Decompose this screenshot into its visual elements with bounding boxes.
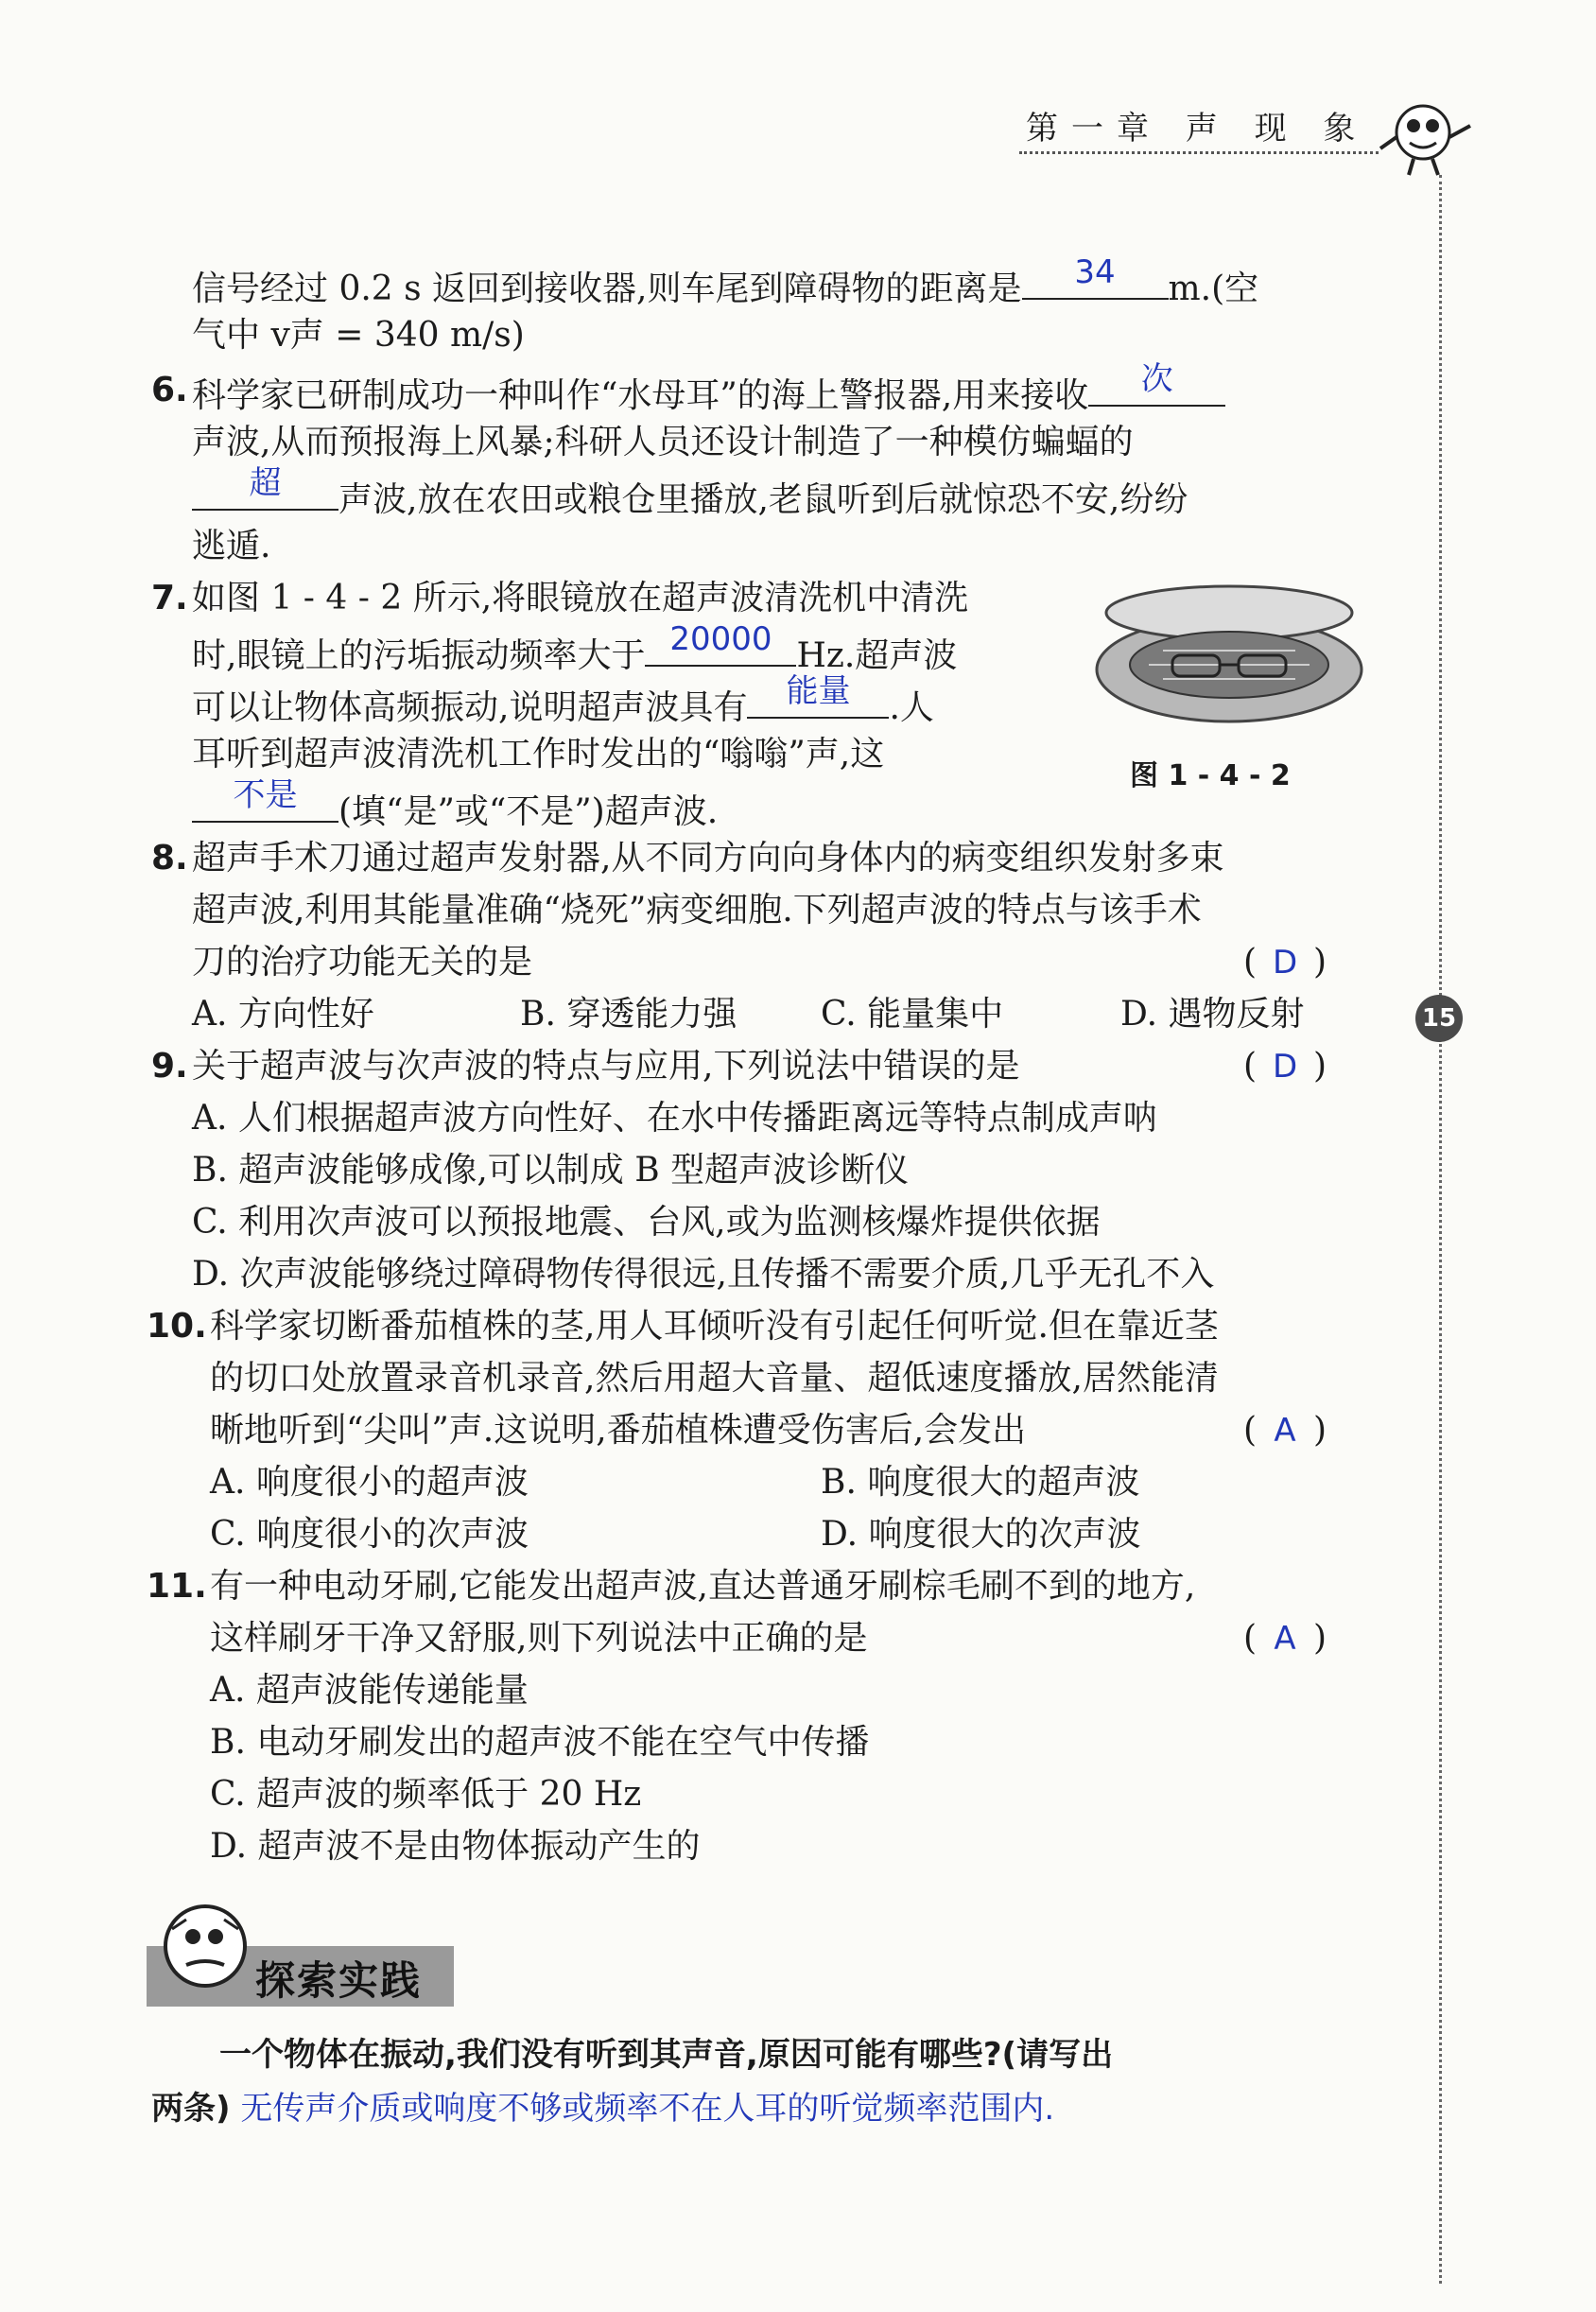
q6-line3: 超 声波,放在农田或粮仓里播放,老鼠听到后就惊恐不安,纷纷 xyxy=(192,471,1188,524)
q11-option-d: D. 超声波不是由物体振动产生的 xyxy=(210,1827,701,1866)
q8-line1: 超声手术刀通过超声发射器,从不同方向向身体内的病变组织发射多束 xyxy=(192,839,1224,878)
q11-line2: 这样刷牙干净又舒服,则下列说法中正确的是 xyxy=(210,1619,868,1658)
explore-question-line2: 两条) 无传声介质或响度不够或频率不在人耳的听觉频率范围内. xyxy=(151,2090,1055,2128)
section-title: 探索实践 xyxy=(255,1957,423,2004)
q9-number: 9. xyxy=(151,1047,188,1086)
q6-line4: 逃遁. xyxy=(192,527,271,565)
q7-number: 7. xyxy=(151,579,188,617)
q8-option-d: D. 遇物反射 xyxy=(1120,995,1305,1034)
q7-line4: 耳听到超声波清洗机工作时发出的“嗡嗡”声,这 xyxy=(192,735,885,774)
chapter-header: 第一章 声 现 象 xyxy=(1026,110,1369,148)
q11-option-a: A. 超声波能传递能量 xyxy=(210,1671,529,1710)
q8-line3: 刀的治疗功能无关的是 xyxy=(192,943,533,982)
q5-line1: 信号经过 0.2 s 返回到接收器,则车尾到障碍物的距离是 34 m.(空 xyxy=(192,253,1259,308)
q8-option-a: A. 方向性好 xyxy=(192,995,374,1034)
q10-answer-paren: ( A ) xyxy=(1243,1411,1327,1450)
q11-line1: 有一种电动牙刷,它能发出超声波,直达普通牙刷棕毛刷不到的地方, xyxy=(210,1567,1196,1606)
q9-option-a: A. 人们根据超声波方向性好、在水中传播距离远等特点制成声呐 xyxy=(192,1099,1157,1138)
q9-option-b: B. 超声波能够成像,可以制成 B 型超声波诊断仪 xyxy=(192,1151,910,1190)
q8-option-c: C. 能量集中 xyxy=(821,995,1004,1034)
q11-option-b: B. 电动牙刷发出的超声波不能在空气中传播 xyxy=(210,1723,870,1762)
q9-option-d: D. 次声波能够绕过障碍物传得很远,且传播不需要介质,几乎无孔不入 xyxy=(192,1255,1215,1294)
q7-blank3: 不是 xyxy=(192,783,338,823)
q9-answer-paren: ( D ) xyxy=(1243,1047,1327,1086)
q7-line5: 不是 (填“是”或“不是”)超声波. xyxy=(192,783,718,836)
q6-number: 6. xyxy=(151,371,188,409)
q6-line1: 科学家已研制成功一种叫作“水母耳”的海上警报器,用来接收 次 xyxy=(192,367,1225,420)
q10-number: 10. xyxy=(147,1307,207,1346)
q6-line2: 声波,从而预报海上风暴;科研人员还设计制造了一种模仿蝙蝠的 xyxy=(192,423,1134,461)
q7-blank2: 能量 xyxy=(747,679,889,719)
q8-line2: 超声波,利用其能量准确“烧死”病变细胞.下列超声波的特点与该手术 xyxy=(192,891,1202,930)
q9-stem: 关于超声波与次声波的特点与应用,下列说法中错误的是 xyxy=(192,1047,1020,1086)
q8-number: 8. xyxy=(151,839,188,878)
q5-blank: 34 xyxy=(1022,260,1169,300)
margin-dotted-line xyxy=(1439,175,1442,2284)
q6-blank1: 次 xyxy=(1088,367,1225,407)
q5-line2: 气中 v声 = 340 m/s) xyxy=(192,316,525,355)
q11-option-c: C. 超声波的频率低于 20 Hz xyxy=(210,1775,642,1814)
q9-option-c: C. 利用次声波可以预报地震、台风,或为监测核爆炸提供依据 xyxy=(192,1203,1101,1242)
q11-number: 11. xyxy=(147,1567,207,1606)
mascot-icon xyxy=(1376,90,1480,180)
q7-line3: 可以让物体高频振动,说明超声波具有 能量 .人 xyxy=(192,672,934,727)
q8-answer-paren: ( D ) xyxy=(1243,943,1327,982)
explore-question-line1: 一个物体在振动,我们没有听到其声音,原因可能有哪些?(请写出 xyxy=(219,2036,1114,2074)
ultrasonic-cleaner-figure xyxy=(1087,575,1371,731)
q7-blank1: 20000 xyxy=(645,627,796,667)
q10-option-d: D. 响度很大的次声波 xyxy=(821,1515,1141,1554)
q10-line3: 晰地听到“尖叫”声.这说明,番茄植株遭受伤害后,会发出 xyxy=(210,1411,1027,1450)
soccer-ball-icon xyxy=(153,1891,257,1995)
q6-blank2: 超 xyxy=(192,471,338,511)
header-divider xyxy=(1019,151,1379,154)
q10-line2: 的切口处放置录音机录音,然后用超大音量、超低速度播放,居然能清 xyxy=(210,1359,1219,1398)
q10-option-c: C. 响度很小的次声波 xyxy=(210,1515,529,1554)
q10-option-a: A. 响度很小的超声波 xyxy=(210,1463,529,1502)
q7-line1: 如图 1 - 4 - 2 所示,将眼镜放在超声波清洗机中清洗 xyxy=(192,579,969,617)
q10-line1: 科学家切断番茄植株的茎,用人耳倾听没有引起任何听觉.但在靠近茎 xyxy=(210,1307,1219,1346)
q11-answer-paren: ( A ) xyxy=(1243,1619,1327,1658)
q10-option-b: B. 响度很大的超声波 xyxy=(821,1463,1140,1502)
explore-answer: 无传声介质或响度不够或频率不在人耳的听觉频率范围内. xyxy=(240,2090,1055,2128)
page-number: 15 xyxy=(1415,995,1463,1042)
q8-option-b: B. 穿透能力强 xyxy=(520,995,737,1034)
figure-caption: 图 1 - 4 - 2 xyxy=(1130,759,1291,792)
q7-line2: 时,眼镜上的污垢振动频率大于 20000 Hz.超声波 xyxy=(192,620,958,675)
